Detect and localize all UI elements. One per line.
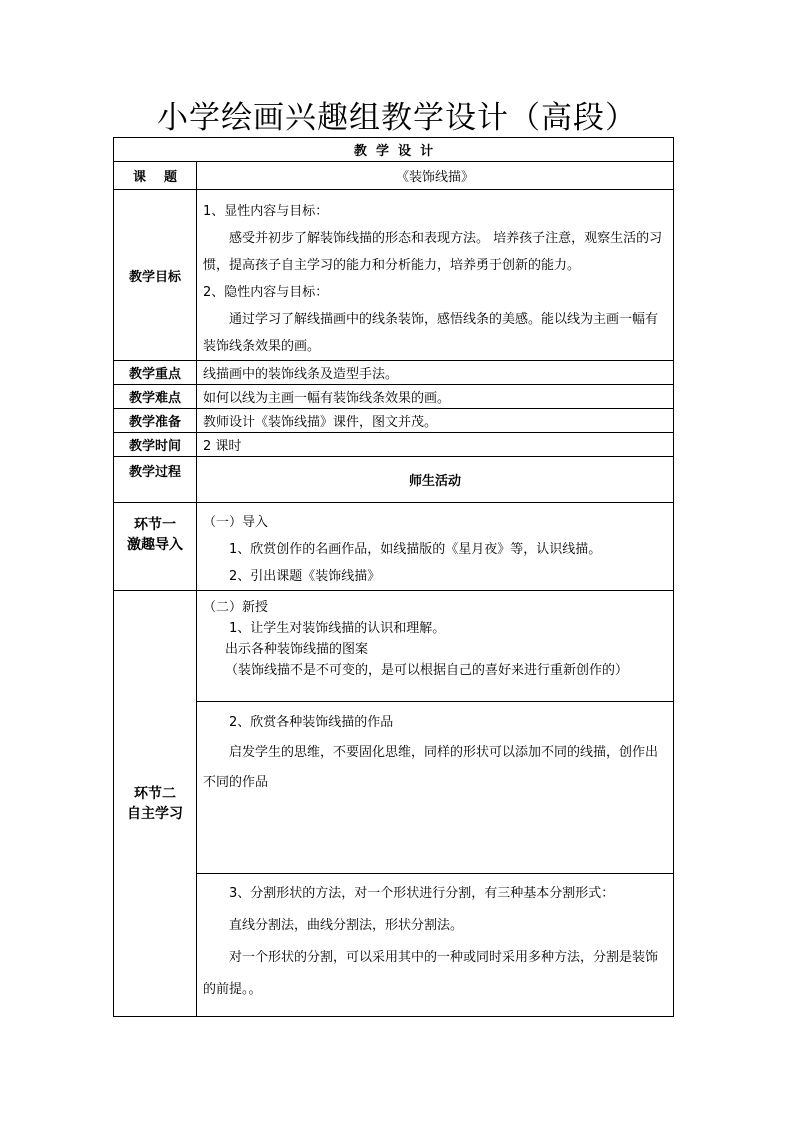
topic-label: 课 题 [132,170,178,185]
goals-content-cell [197,190,674,361]
stage2-block3-text: 对一个形状的分割，可以采用其中的一种或同时采用多种方法，分割是装饰的前提。。 [203,950,659,997]
duration-value: 2 课时 [203,439,242,454]
difficulty-label: 教学难点 [128,391,181,406]
activity-header-cell [197,457,674,503]
stage2-block1-item2: 出示各种装饰线描的图案 [225,642,369,657]
stage2-block2-text: 启发学生的思维，不要固化思维，同样的形状可以添加不同的线描，创作出不同的作品 [203,745,659,790]
stage2-block3-cell [197,874,674,1017]
process-label: 教学过程 [128,465,181,480]
key-point-label: 教学重点 [128,367,181,382]
topic-value: 《装饰线描》 [395,170,474,185]
preparation-value-cell [197,409,674,433]
stage2-label-line1: 环节二 [134,785,176,802]
stage2-block3-item1: 直线分割法，曲线分割法，形状分割法。 [229,918,464,933]
stage2-block1-item1: 1、让学生对装饰线描的认识和理解。 [229,621,446,636]
stage1-item2: 2、引出课题《装饰线描》 [229,569,381,584]
explicit-goal-text: 感受并初步了解装饰线描的形态和表现方法。 培养孩子注意，观察生活的习惯，提高孩子自主学习的能力和分析能力，培养勇于创新的能力。 [203,231,663,273]
table-header [114,138,674,162]
preparation-value: 教师设计《装饰线描》课件，图文并茂。 [203,415,438,430]
topic-label-cell [114,162,197,190]
difficulty-label-cell [114,385,197,409]
stage2-block1-item3: （装饰线描不是不可变的，是可以根据自己的喜好来进行重新创作的） [225,663,629,678]
stage2-block1-heading: （二）新授 [203,600,269,615]
key-point-label-cell [114,361,197,385]
topic-value-cell [197,162,674,190]
difficulty-value: 如何以线为主画一幅有装饰线条效果的画。 [203,391,451,406]
preparation-label-cell [114,409,197,433]
stage1-item1: 1、欣赏创作的名画作品，如线描版的《星月夜》等，认识线描。 [229,542,602,557]
process-label-cell [114,457,197,503]
goals-label-cell [114,190,197,361]
stage2-block2-heading: 2、欣赏各种装饰线描的作品 [229,715,394,730]
preparation-label: 教学准备 [128,415,181,430]
implicit-goal-heading: 2、隐性内容与目标： [203,285,329,300]
explicit-goal-heading: 1、显性内容与目标： [203,204,329,219]
stage2-block2-cell [197,702,674,874]
key-point-value: 线描画中的装饰线条及造型手法。 [203,367,399,382]
stage1-label-cell [114,503,197,591]
stage1-content-cell [197,503,674,591]
lesson-plan-table [113,137,674,1017]
stage2-label-cell [114,591,197,1017]
implicit-goal-text: 通过学习了解线描画中的线条装饰，感悟线条的美感。能以线为主画一幅有装饰线条效果的画。 [203,312,659,354]
duration-label-cell [114,433,197,457]
stage2-block3-heading: 3、分割形状的方法，对一个形状进行分割，有三种基本分割形式： [229,886,615,901]
stage2-label-line2: 自主学习 [127,805,183,822]
difficulty-value-cell [197,385,674,409]
stage2-block1-cell [197,591,674,702]
table-header-text: 教 学 设 计 [353,144,434,159]
duration-value-cell [197,433,674,457]
stage1-label-line2: 激趣导入 [127,537,183,553]
activity-header: 师生活动 [408,474,461,489]
goals-label: 教学目标 [128,269,181,285]
duration-label: 教学时间 [128,439,181,454]
stage1-heading: （一）导入 [203,515,269,530]
key-point-value-cell [197,361,674,385]
page-title: 小学绘画兴趣组教学设计（高段） [157,100,637,136]
stage1-label-line1: 环节一 [134,517,176,533]
